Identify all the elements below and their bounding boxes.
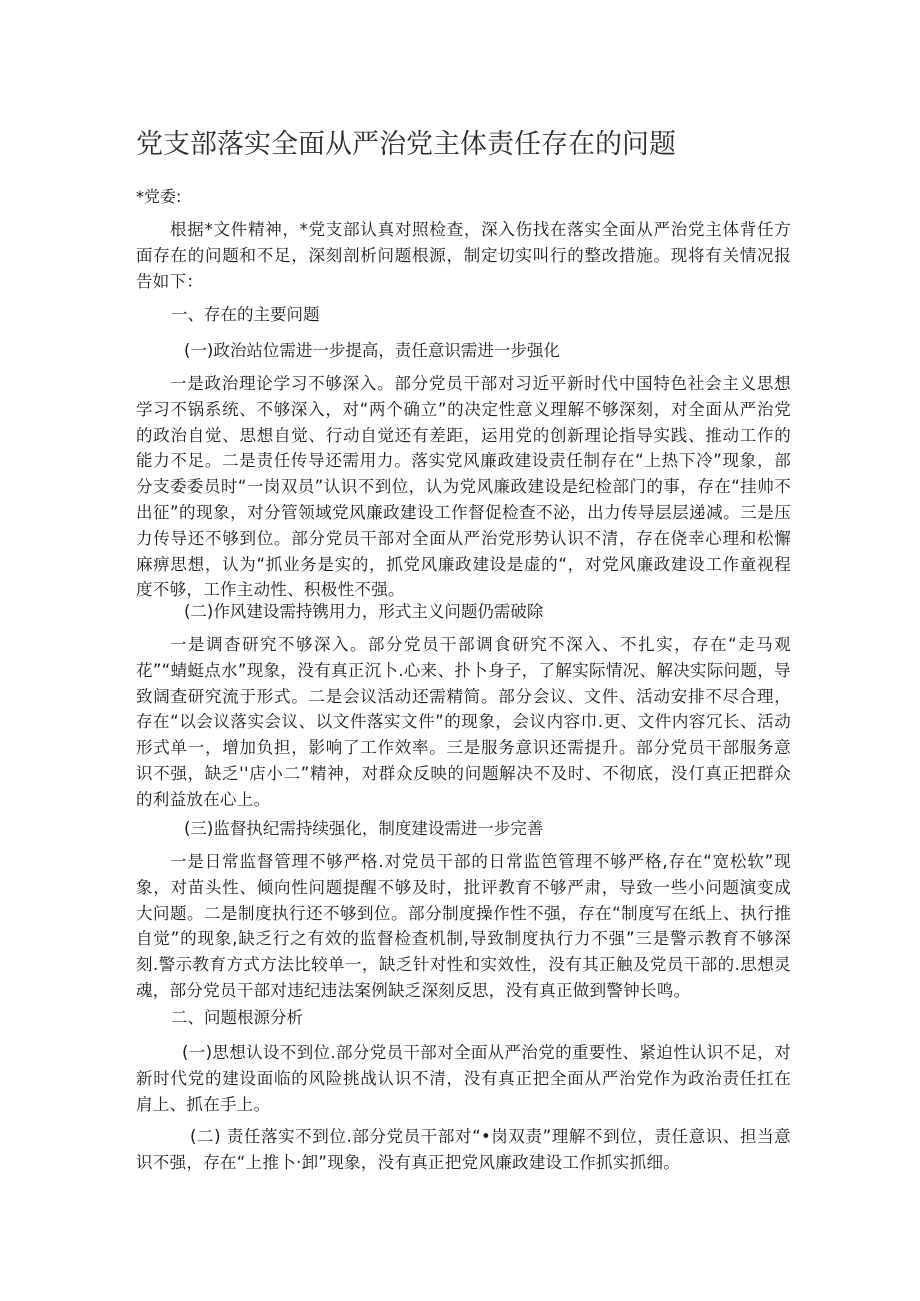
paragraph-supervision: 一是日常监督管理不够严格.对党员干部的日常监笆管理不够严格,存在“宽松软”现象，对苗头性、倾向性问题提醒不够及时，批评教育不够严肃，导致一些小问题演变成大问题。二是制度执行还不够到位。部分制度操作性不强，存在“制度写在纸上、执行推自觉”的现象,缺乏行之有效的监督检查机制,导致制度执行力不强”三是警示教育不够深刻.警示教育方式方法比较单一，缺乏针对性和实效性，没有其正触及党员干部的.思想灵魂，部分党员干部对违纪违法案例缺乏深刻反思，没有真正做到警钟长鸣。 — [136, 852, 791, 1000]
intro-paragraph: 根据*文件精神，*党支部认真对照检查，深入伤找在落实全面从严治党主体背任方面存在的问题和不足，深刻剖析问题根源，制定切实叫行的整改措施。现将有关情况报告如下： — [136, 220, 791, 291]
paragraph-work-style: 一是调杳研究不够深入。部分党员干部调食研究不深入、不扎实，存在“走马观花”“蜻蜓点水”现象，没有真正沉卜.心来、扑卜身子，了解实际情况、解决实际问题，导致阔查研究流于形式。二是会议活动还需精简。部分会议、文件、活动安排不尽合理，存在“以会议落实会议、以文件落实文件”的现象，会议内容巾.更、文件内容冗长、活动形式单一，增加负担，影响了工作效率。三是服务意识还需提升。部分党员干部服务意识不强，缺乏''店小二”精神，对群众反映的问题解决不及时、不彻底，没仃真正把群众的利益放在心上。 — [136, 635, 791, 809]
paragraph-political-stance: 一是政治理论学习不够深入。部分党员干部对习近平新时代中国特色社会主义思想学习不锅系统、不够深入，对“两个确立”的决定性意义理解不够深刻，对全面从严治党的政治自觉、思想自觉、行动自觉还有差距，运用党的创新理论指导实践、推动工作的能力不足。二是责任传导还需用力。落实党风廉政建设责任制存在“上热下冷”现象，部分支委委员时“一岗双员”认识不到位，认为党风廉政建设是纪检部门的事，存在“挂帅不出征”的现象，对分管领域党风廉政建设工作督促检查不泌，出力传导层层递减。三是压力传导还不够到位。部分党员干部对全面从严治党形势认识不清，存在侥幸心理和松懈麻痹思想，认为“抓业务是实的，抓党风廉政建设是虚的“，对党风廉政建设工作童视程度不够，工作主动性、积极性不强。 — [136, 374, 791, 600]
subheading-political-stance: (一)政治站位需进一步提高，责任意识需进一步强化 — [184, 341, 560, 360]
subheading-supervision: (三)监督执纪需持续强化，制度建设需进一步完善 — [184, 819, 544, 838]
paragraph-root-cause-thinking: (一)思想认设不到位.部分党员干部对全面从严治党的重要性、紧迫性认识不足，对新时代党的建设面临的风险挑战认识不清，没有真正把全面从严治党作为政治责任扛在肩上、抓在手上。 — [136, 1043, 791, 1114]
paragraph-root-cause-responsibility: (二) 责任落实不到位.部分党员干部对“•岗双责”理解不到位，责任意识、担当意识不强，存在“上推卜·卸”现象，没有真正把党风廉政建设工作抓实抓细。 — [136, 1127, 791, 1172]
section-heading-root-causes: 二、问题根源分析 — [171, 1008, 303, 1027]
document-title: 党支部落实全面从严治党主体责任存在的问题 — [136, 129, 676, 160]
section-heading-main-problems: 一、存在的主要问题 — [171, 305, 320, 324]
subheading-work-style: (二)作风建设需持镌用力，形式主义问题仍需破除 — [184, 602, 544, 621]
salutation: *党委: — [136, 187, 182, 206]
